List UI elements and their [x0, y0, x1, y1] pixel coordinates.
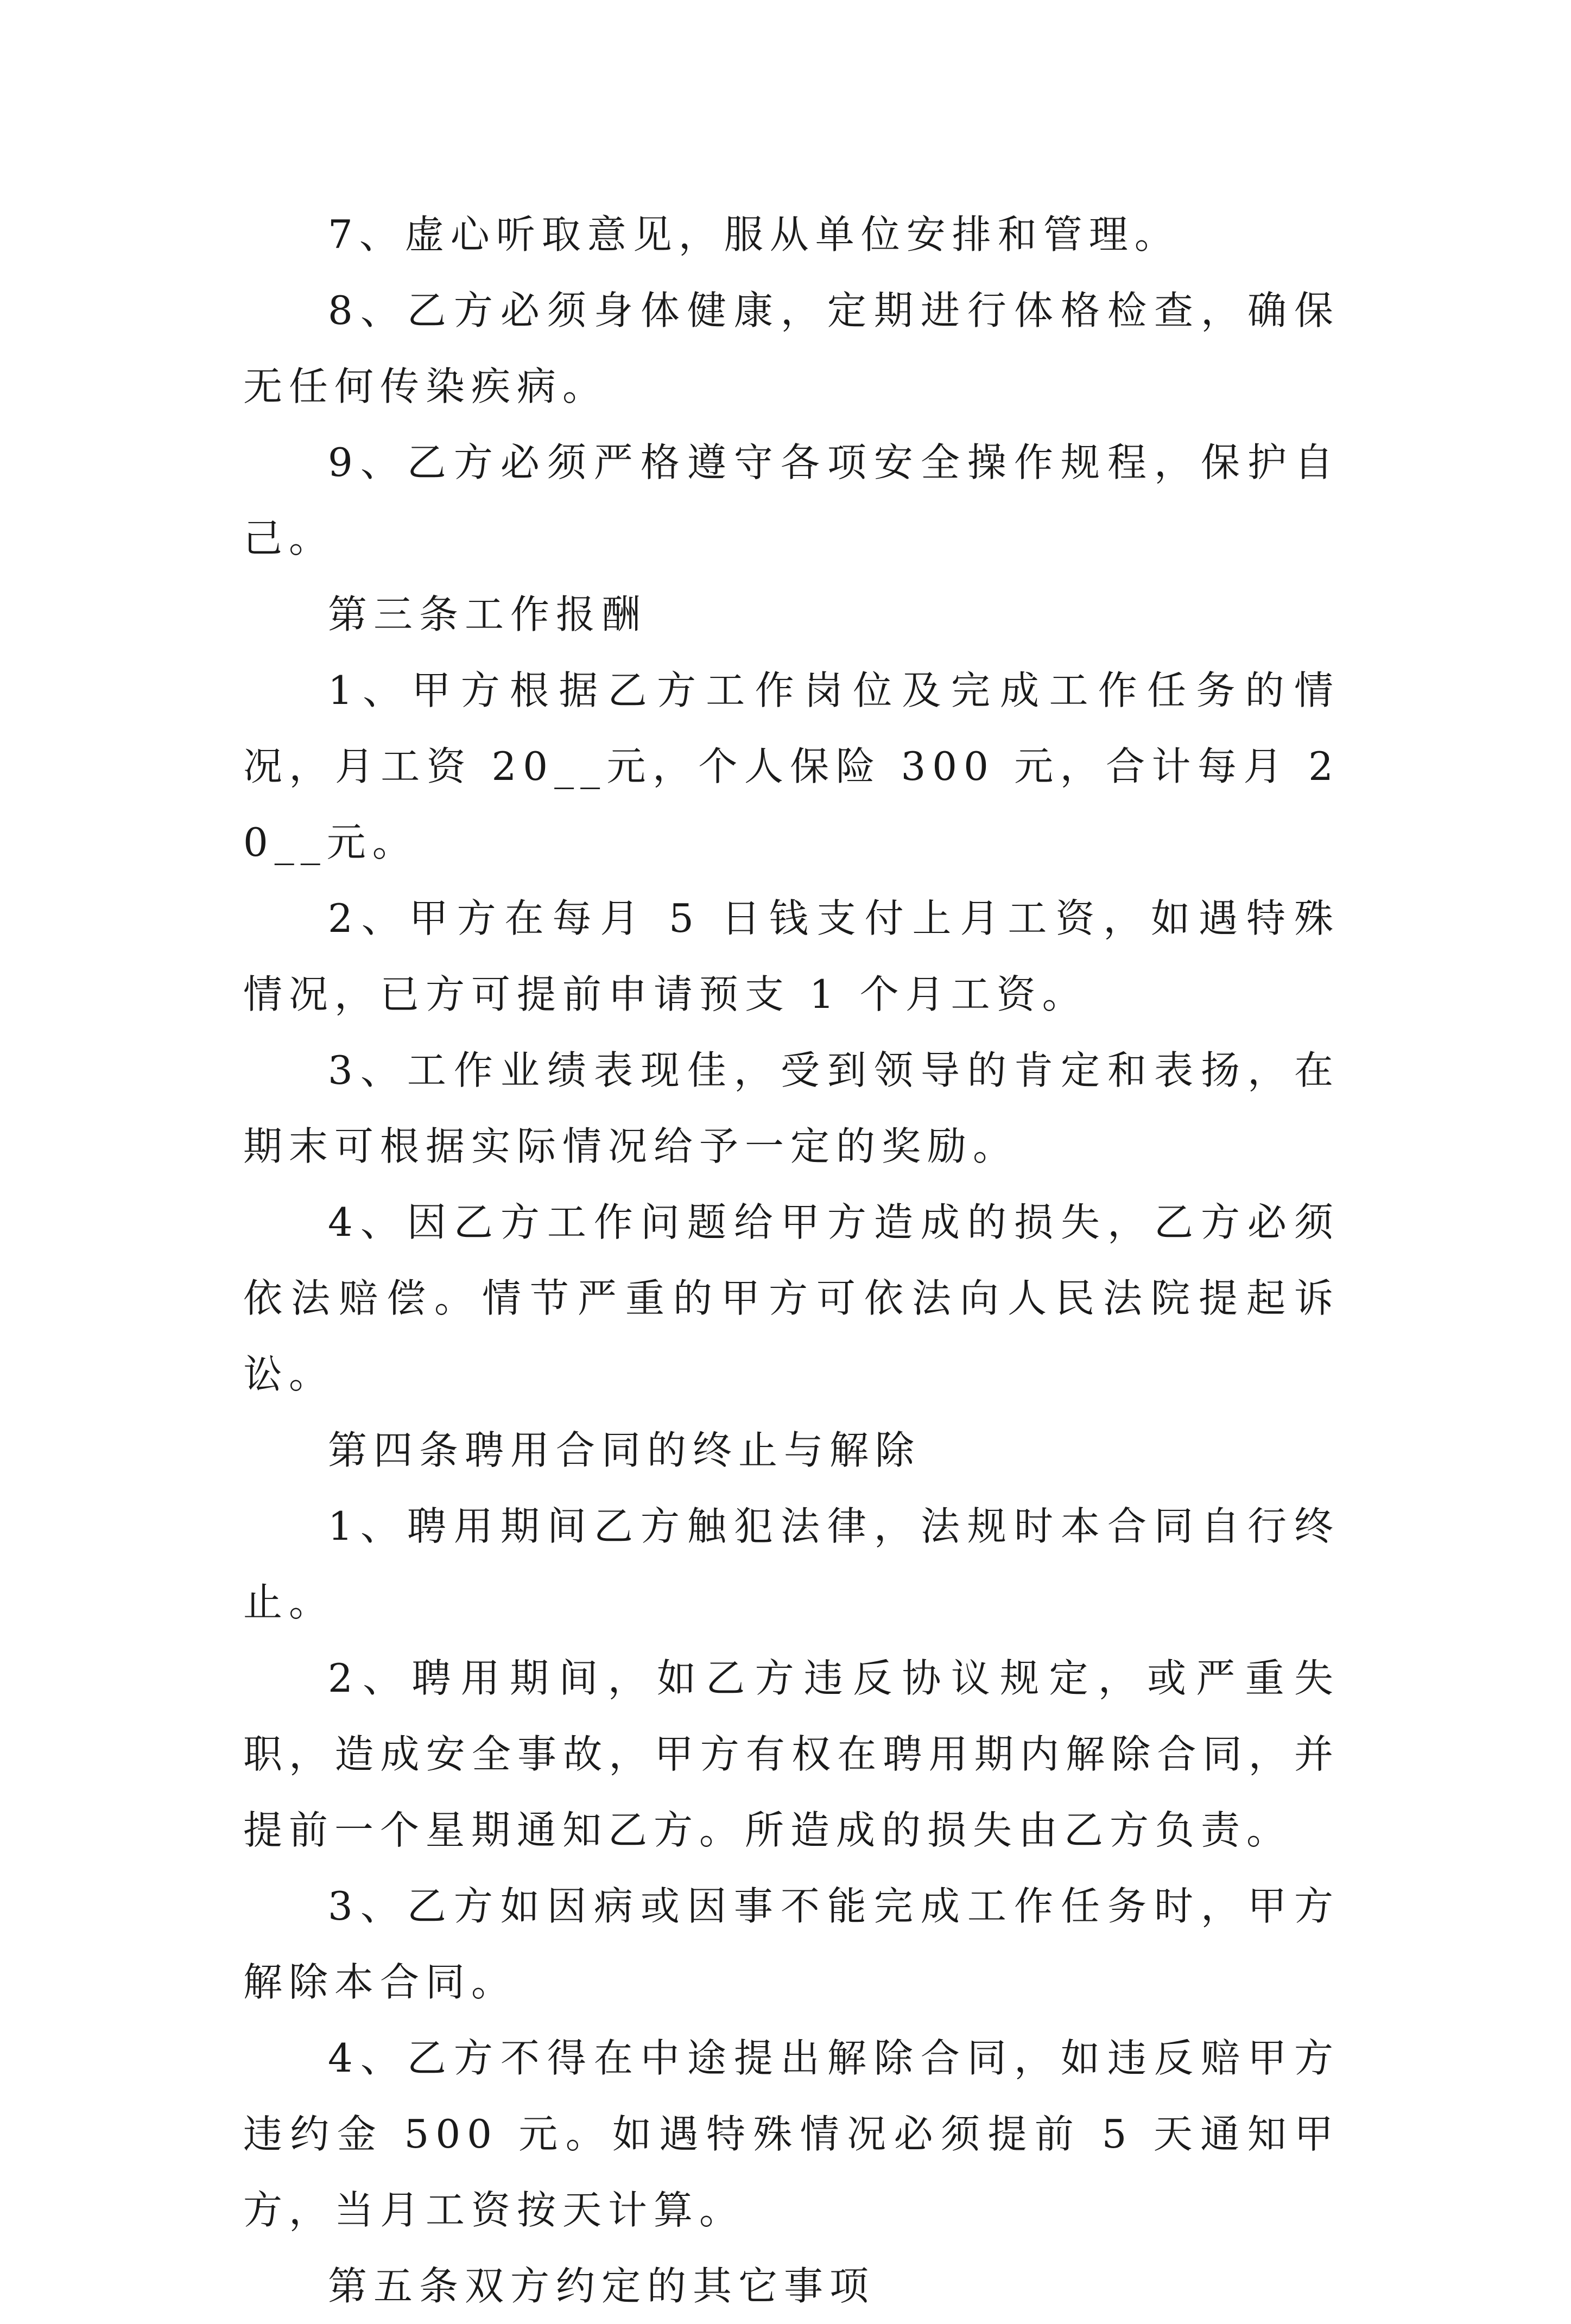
- clause-salary-4: 4、因乙方工作问题给甲方造成的损失，乙方必须依法赔偿。情节严重的甲方可依法向人民法院提起诉讼。: [243, 1199, 1340, 1397]
- clause-termination-4: 4、乙方不得在中途提出解除合同，如违反赔甲方违约金 500 元。如遇特殊情况必须提前 5 天通知甲方，当月工资按天计算。: [243, 2035, 1340, 2233]
- clause-salary-1: 1、甲方根据乙方工作岗位及完成工作任务的情况，月工资 20__元，个人保险 300 元，合计每月 20__元。: [243, 668, 1340, 865]
- clause-termination-2: 2、聘用期间，如乙方违反协议规定，或严重失职，造成安全事故，甲方有权在聘用期内解除合同，并提前一个星期通知乙方。所造成的损失由乙方负责。: [243, 1655, 1340, 1853]
- clause-termination-1: 1、聘用期间乙方触犯法律，法规时本合同自行终止。: [243, 1503, 1340, 1625]
- clause-salary-3: 3、工作业绩表现佳，受到领导的肯定和表扬，在期末可根据实际情况给予一定的奖励。: [243, 1047, 1340, 1169]
- clause-item-8: 8、乙方必须身体健康，定期进行体格检查，确保无任何传染疾病。: [243, 288, 1340, 409]
- clause-item-7: 7、虚心听取意见，服从单位安排和管理。: [328, 212, 1180, 257]
- clause-termination-3: 3、乙方如因病或因事不能完成工作任务时，甲方解除本合同。: [243, 1883, 1340, 2005]
- clause-salary-2: 2、甲方在每月 5 日钱支付上月工资，如遇特殊情况，已方可提前申请预支 1 个月工资。: [243, 896, 1340, 1017]
- section-heading-article-3: 第三条工作报酬: [328, 592, 648, 637]
- document-body: [243, 196, 1340, 2324]
- clause-item-9: 9、乙方必须严格遵守各项安全操作规程，保护自己。: [243, 440, 1340, 561]
- section-heading-article-4: 第四条聘用合同的终止与解除: [328, 1427, 921, 1473]
- section-heading-article-5: 第五条双方约定的其它事项: [328, 2263, 876, 2309]
